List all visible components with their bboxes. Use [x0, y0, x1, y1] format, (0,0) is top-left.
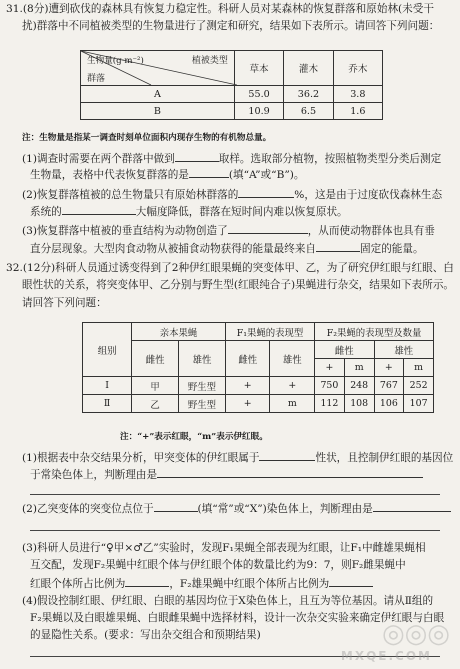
row-group-1: Ⅰ [83, 377, 132, 395]
fly-cross-table [82, 322, 434, 413]
q32-part1-line2: 于常染色体上，判断理由是 [30, 466, 460, 482]
header-f2-female-plus: + [315, 359, 345, 377]
blank-8[interactable] [157, 466, 423, 478]
row1-f2-female-m: 248 [344, 377, 374, 395]
row2-f2-male-m: 107 [404, 395, 434, 413]
header-tree: 乔木 [333, 51, 382, 86]
row1-parent-male: 野生型 [179, 377, 226, 395]
answer-line-2[interactable] [30, 530, 440, 531]
blank-12[interactable] [329, 575, 373, 587]
row2-parent-female: 乙 [132, 395, 179, 413]
cell-b-herb: 10.9 [234, 103, 283, 120]
header-parents: 亲本果蝇 [132, 323, 226, 341]
q32-note: 注：“+”表示红眼，“m”表示伊红眼。 [120, 432, 268, 442]
blank-1[interactable] [175, 150, 219, 162]
blank-11[interactable] [125, 575, 169, 587]
q31-part3-line1: (3)恢复群落中植被的垂直结构为动物创造了 ，从而使动物群体也具有垂 [22, 222, 460, 238]
row1-f2-male-plus: 767 [374, 377, 404, 395]
q31-part3-line2: 直分层现象。大型肉食动物从被捕食动物获得的能量最终来自 固定的能量。 [30, 240, 460, 256]
cell-b-shrub: 6.5 [284, 103, 333, 120]
diag-label-vegetation: 植被类型 [191, 56, 228, 66]
row1-f2-female-plus: 750 [315, 377, 345, 395]
diagonal-header-cell [81, 51, 235, 86]
row2-f1-male: m [270, 395, 315, 413]
row2-f2-female-plus: 112 [315, 395, 345, 413]
q32-part2-line1: (2)乙突变体的突变位点位于 (填“常”或“X”)染色体上，判断理由是 [22, 500, 460, 516]
row1-f2-male-m: 252 [404, 377, 434, 395]
blank-3[interactable] [238, 186, 294, 198]
q31-part1-line1: (1)调查时需要在两个群落中做到 取样。选取部分植物，按照植物类型分类后测定 [22, 150, 460, 166]
row2-f1-female: + [225, 395, 270, 413]
header-shrub: 灌木 [284, 51, 333, 86]
header-f2-male-m: m [404, 359, 434, 377]
header-f2: F₂果蝇的表现型及数量 [315, 323, 434, 341]
row-label-b: B [81, 103, 235, 120]
header-f1-female: 雌性 [225, 341, 270, 377]
header-f1-male: 雄性 [270, 341, 315, 377]
row2-parent-male: 野生型 [179, 395, 226, 413]
q32-part3-line2: 互交配，发现F₂果蝇中红眼个体与伊红眼个体的数量比约为9：7，则F₂雌果蝇中 [30, 559, 406, 571]
q32-part4-line2: F₂果蝇以及白眼雄果蝇、白眼雌果蝇中选择材料，设计一次杂交实验来确定伊红眼与白眼 [30, 612, 445, 624]
watermark-logo: ◎◎◎ [381, 619, 450, 649]
row-label-a: A [81, 86, 235, 103]
blank-10[interactable] [373, 500, 451, 512]
q32-part4-line1: (4)假设控制红眼、伊红眼、白眼的基因均位于X染色体上，且互为等位基因。请从Ⅱ组的 [22, 595, 434, 607]
cell-b-tree: 1.6 [333, 103, 382, 120]
header-herb: 草本 [234, 51, 283, 86]
row2-f2-female-m: 108 [344, 395, 374, 413]
header-f1: F₁果蝇的表现型 [225, 323, 314, 341]
blank-6[interactable] [316, 240, 360, 252]
cell-a-shrub: 36.2 [284, 86, 333, 103]
row-group-2: Ⅱ [83, 395, 132, 413]
q31-part2-line1: (2)恢复群落植被的总生物量只有原始林群落的 %，这是由于过度砍伐森林生态 [22, 186, 460, 202]
diag-label-community: 群落 [87, 74, 106, 84]
header-f2-female: 雌性 [315, 341, 374, 359]
cell-a-herb: 55.0 [234, 86, 283, 103]
row1-f1-male: + [270, 377, 315, 395]
answer-line-1[interactable] [30, 494, 440, 495]
blank-9[interactable] [154, 500, 198, 512]
row1-f1-female: + [225, 377, 270, 395]
q32-intro-line2: 眼性状的关系，将突变体甲、乙分别与野生型(红眼纯合子)果蝇进行杂交，结果如下表所示。 [22, 279, 455, 291]
header-parent-female: 雌性 [132, 341, 179, 377]
header-f2-male: 雄性 [374, 341, 434, 359]
q31-part2-line2: 系统的 大幅度降低，群落在短时间内难以恢复原状。 [30, 203, 460, 219]
q32-part3-line1: (3)科研人员进行“♀甲×♂乙”实验时，发现F₁果蝇全部表现为红眼，让F₁中雌雄果蝇相 [22, 542, 426, 554]
blank-2[interactable] [189, 166, 229, 178]
q32-intro-line3: 请回答下列问题： [22, 297, 107, 309]
blank-5[interactable] [228, 222, 308, 234]
q31-intro-line2: 扰)群落中不同植被类型的生物量进行了测定和研究，结果如下表所示。请回答下列问题： [22, 20, 440, 32]
blank-7[interactable] [259, 449, 315, 461]
header-f2-male-plus: + [374, 359, 404, 377]
biomass-table [80, 50, 383, 120]
q32-intro-line1: 32.(12分)科研人员通过诱变得到了2种伊红眼果蝇的突变体甲、乙，为了研究伊红眼与红眼、白 [6, 262, 454, 274]
header-f2-female-m: m [344, 359, 374, 377]
q31-part1-line2: 生物量，表格中代表恢复群落的是 (填“A”或“B”)。 [30, 166, 460, 182]
row1-parent-female: 甲 [132, 377, 179, 395]
q32-part1-line1: (1)根据表中杂交结果分析，甲突变体的伊红眼属于 性状，且控制伊红眼的基因位 [22, 449, 460, 465]
q32-part3-line3: 红眼个体所占比例为 ，F₂雄果蝇中红眼个体所占比例为 [30, 575, 460, 591]
header-parent-male: 雄性 [179, 341, 226, 377]
watermark-text-logo: MXQE.COM [340, 649, 432, 663]
cell-a-tree: 3.8 [333, 86, 382, 103]
q32-part4-line3: 的显隐性关系。(要求：写出杂交组合和预期结果) [30, 629, 261, 641]
q31-intro-line1: 31.(8分)遭到砍伐的森林具有恢复力稳定性。科研人员对某森林的恢复群落和原始林(未受干 [6, 3, 434, 15]
blank-4[interactable] [62, 203, 136, 215]
header-group: 组别 [83, 323, 132, 377]
row2-f2-male-plus: 106 [374, 395, 404, 413]
diag-label-biomass: 生物量(g·m⁻²) [87, 56, 144, 66]
q31-note: 注：生物量是指某一调查时刻单位面积内现存生物的有机物总量。 [22, 133, 272, 143]
